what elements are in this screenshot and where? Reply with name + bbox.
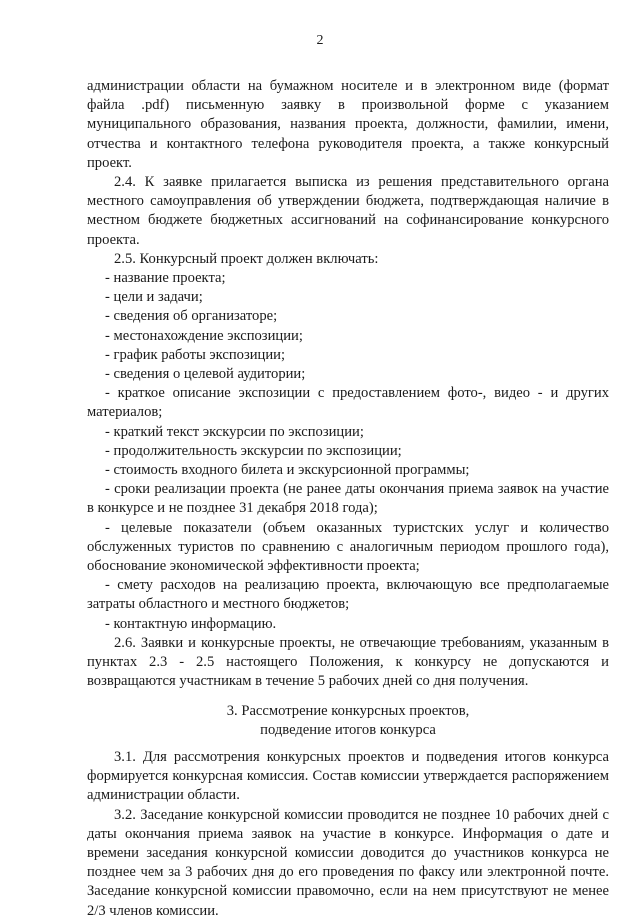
paragraph-3-2: 3.2. Заседание конкурсной комиссии проводится не позднее 10 рабочих дней с даты окончания приема заявок на участие в конкурсе. Информация о дате и времени заседания конкурсной комиссии доводится до участников конкурса не позднее чем за 3 рабочих дня до его проведения по факсу или электронной почте. Заседание конкурсной комиссии правомочно, если на нем присутствуют не менее 2/3 членов комиссии. — [87, 806, 609, 919]
list-item: - стоимость входного билета и экскурсионной программы; — [105, 462, 470, 479]
paragraph-2-5-title: 2.5. Конкурсный проект должен включать: — [114, 250, 379, 267]
list-item: - контактную информацию. — [105, 615, 277, 632]
list-item: - сведения о целевой аудитории; — [105, 366, 306, 383]
list-item: - график работы экспозиции; — [105, 346, 286, 363]
list-item: - сведения об организаторе; — [105, 308, 278, 325]
list-item: - цели и задачи; — [105, 289, 203, 306]
paragraph-2-6: 2.6. Заявки и конкурсные проекты, не отвечающие требованиям, указанным в пунктах 2.3 - 2.5 настоящего Положения, к конкурсу не допускаются и возвращаются участникам в течение 5 рабочих дней со дня получения. — [87, 634, 609, 690]
list-item: - краткий текст экскурсии по экспозиции; — [105, 423, 364, 440]
paragraph-3-1: 3.1. Для рассмотрения конкурсных проектов и подведения итогов конкурса формируется конкурсная комиссия. Состав комиссии утверждается распоряжением администрации области. — [87, 748, 609, 804]
list-item: - продолжительность экскурсии по экспозиции; — [105, 442, 402, 459]
document-body — [87, 77, 609, 921]
list-item: - целевые показатели (объем оказанных туристских услуг и количество обслуженных туристов по сравнению с аналогичным периодом прошлого года), обоснование экономической эффективности проекта; — [87, 519, 609, 575]
requirements-list — [87, 269, 609, 634]
list-item: - сроки реализации проекта (не ранее даты окончания приема заявок на участие в конкурсе и не позднее 31 декабря 2018 года); — [87, 481, 609, 517]
paragraph-2-4: 2.4. К заявке прилагается выписка из решения представительного органа местного самоуправления об утверждении бюджета, подтверждающая наличие в местном бюджете бюджетных ассигнований на софинансирование конкурсного проекта. — [87, 174, 609, 248]
intro-paragraph: администрации области на бумажном носителе и в электронном виде (формат файла .pdf) письменную заявку в произвольной форме с указанием муниципального образования, названия проекта, должности, фамилии, имени, отчества и контактного телефона руководителя проекта, а также конкурсный проект. — [87, 78, 609, 171]
section-3-heading-line-1: 3. Рассмотрение конкурсных проектов, — [226, 702, 470, 719]
list-item: - смету расходов на реализацию проекта, включающую все предполагаемые затраты областного и местного бюджетов; — [87, 577, 609, 613]
page-number: 2 — [316, 33, 324, 48]
list-item: - краткое описание экспозиции с предоставлением фото-, видео - и других материалов; — [87, 385, 609, 421]
section-3-heading — [87, 702, 609, 740]
list-item: - местонахождение экспозиции; — [105, 327, 303, 344]
list-item: - название проекта; — [105, 270, 226, 287]
section-3-heading-line-2: подведение итогов конкурса — [260, 721, 436, 738]
